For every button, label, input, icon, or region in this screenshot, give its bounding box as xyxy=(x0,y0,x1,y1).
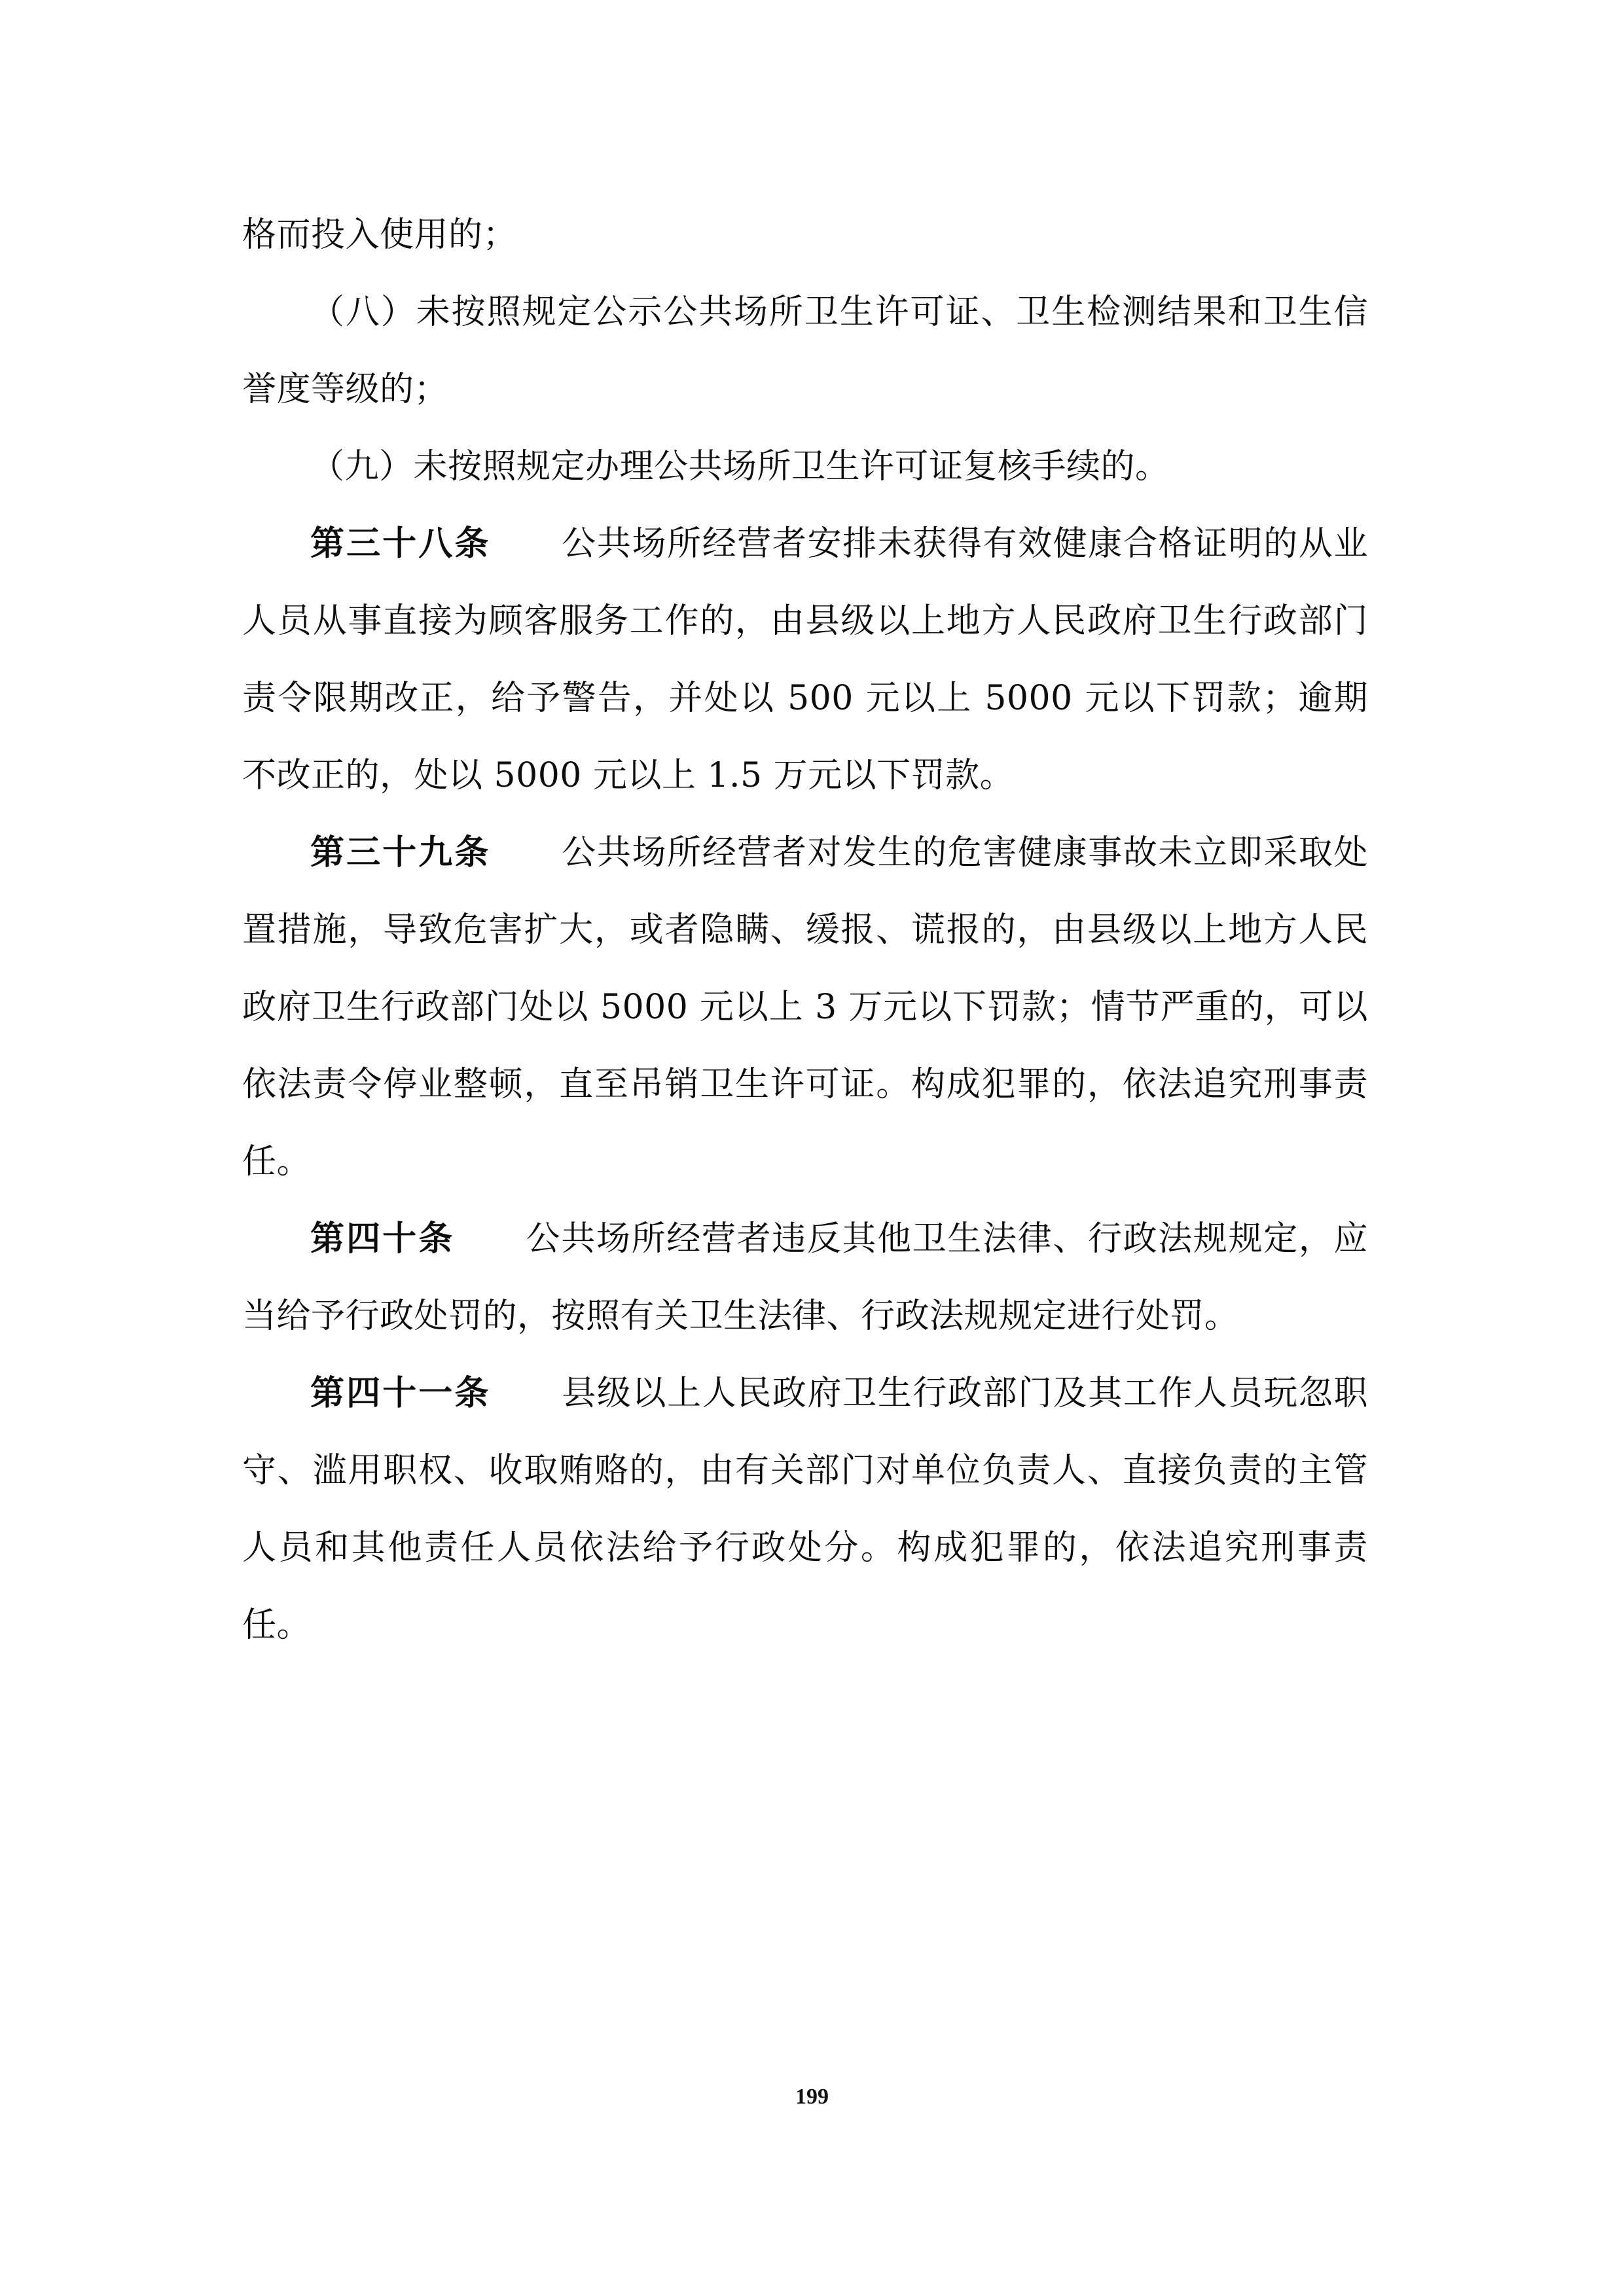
article-label: 第四十一条 xyxy=(310,1373,491,1413)
article-text: 公共场所经营者对发生的危害健康事故未立即采取处置措施，导致危害扩大，或者隐瞒、缓报、谎报的，由县级以上地方人民政府卫生行政部门处以 5000 元以上 3 万元以下罚款；情节严重的，可以依法责令停业整顿，直至吊销卫生许可证。构成犯罪的，依法追究刑事责任。 xyxy=(242,833,1368,1181)
article-40 xyxy=(242,1200,1368,1355)
paragraph-text: （八）未按照规定公示公共场所卫生许可证、卫生检测结果和卫生信誉度等级的； xyxy=(242,293,1368,409)
paragraph-text: 格而投入使用的； xyxy=(242,215,518,255)
article-39 xyxy=(242,814,1368,1200)
page-number: 199 xyxy=(795,2085,829,2109)
page-body xyxy=(242,196,1368,1664)
article-text: 县级以上人民政府卫生行政部门及其工作人员玩忽职守、滥用职权、收取贿赂的，由有关部门对单位负责人、直接负责的主管人员和其他责任人员依法给予行政处分。构成犯罪的，依法追究刑事责任。 xyxy=(242,1374,1368,1645)
article-label: 第三十九条 xyxy=(310,833,491,872)
article-label: 第三十八条 xyxy=(310,524,491,564)
paragraph-item-8 xyxy=(242,274,1368,428)
article-41 xyxy=(242,1355,1368,1664)
paragraph-item-9 xyxy=(242,428,1368,505)
article-label: 第四十条 xyxy=(310,1219,455,1259)
paragraph-continuation xyxy=(242,196,1368,274)
paragraph-text: （九）未按照规定办理公共场所卫生许可证复核手续的。 xyxy=(310,447,1170,486)
article-text: 公共场所经营者安排未获得有效健康合格证明的从业人员从事直接为顾客服务工作的，由县级以上地方人民政府卫生行政部门责令限期改正，给予警告，并处以 500 元以上 5000 元以下罚款；逾期不改正的，处以 5000 元以上 1.5 万元以下罚款。 xyxy=(242,524,1368,795)
article-text: 公共场所经营者违反其他卫生法律、行政法规规定，应当给予行政处罚的，按照有关卫生法律、行政法规规定进行处罚。 xyxy=(242,1219,1369,1336)
article-38 xyxy=(242,505,1368,814)
